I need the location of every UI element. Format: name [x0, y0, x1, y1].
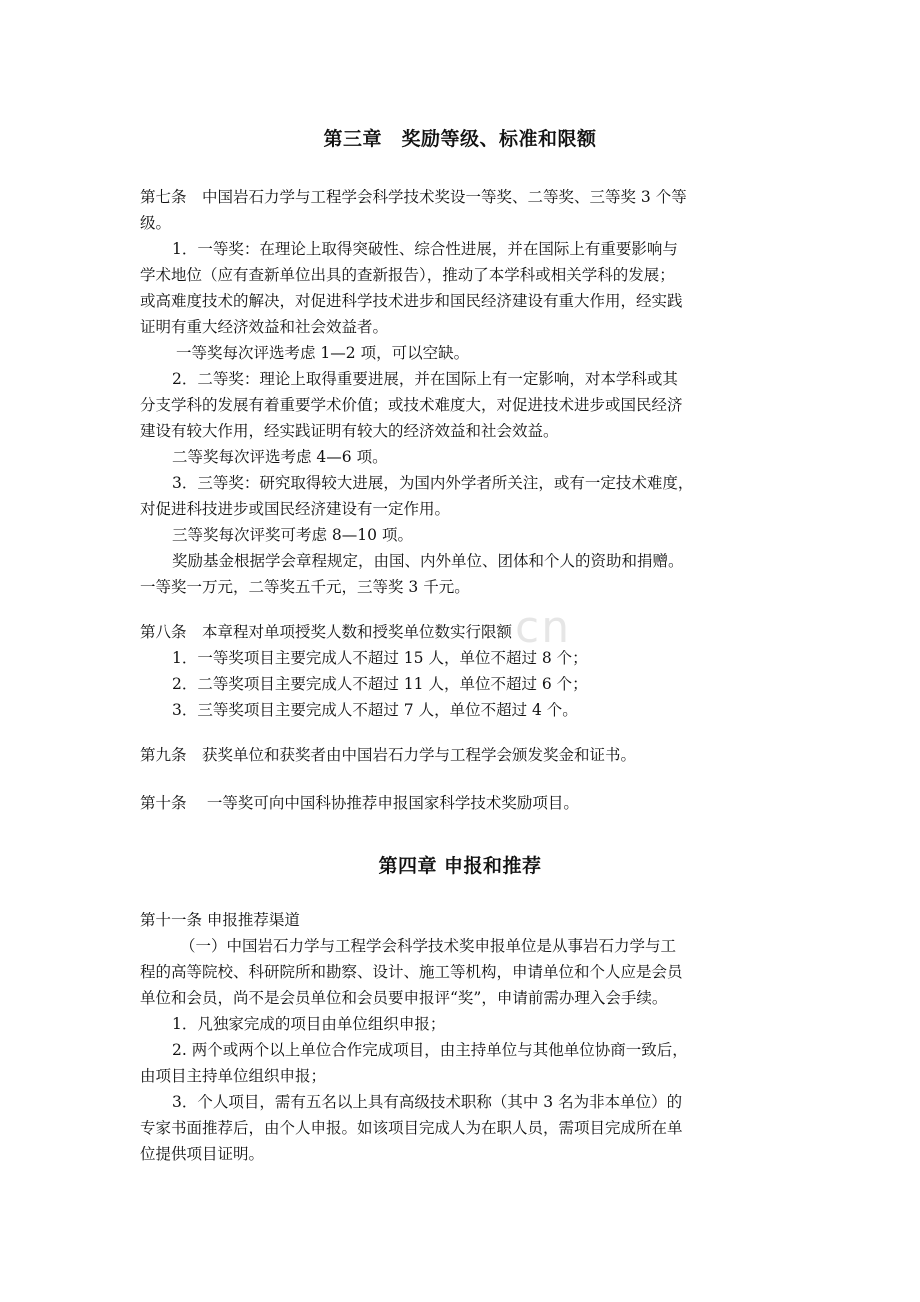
first-prize-line: 1．一等奖：在理论上取得突破性、综合性进展，并在国际上有重要影响与 [172, 240, 678, 258]
article-8-item: 2．二等奖项目主要完成人不超过 11 人，单位不超过 6 个； [172, 675, 588, 693]
chapter-3-title: 第三章 奖励等级、标准和限额 [323, 128, 597, 150]
article-8-item: 1．一等奖项目主要完成人不超过 15 人，单位不超过 8 个； [172, 649, 588, 667]
first-prize-line: 学术地位（应有查新单位出具的查新报告），推动了本学科或相关学科的发展； [140, 266, 675, 284]
article-7-line: 级。 [140, 214, 172, 232]
article-11-line: 程的高等院校、科研院所和勘察、设计、施工等机构，申请单位和个人应是会员 [140, 963, 683, 981]
article-11-item: 由项目主持单位组织申报； [140, 1067, 327, 1085]
article-11-item: 专家书面推荐后，由个人申报。如该项目完成人为在职人员，需项目完成所在单 [140, 1119, 683, 1137]
article-11-item: 1．凡独家完成的项目由单位组织申报； [172, 1015, 446, 1033]
first-prize-quota: 一等奖每次评选考虑 1—2 项，可以空缺。 [176, 344, 470, 362]
first-prize-line: 证明有重大经济效益和社会效益者。 [140, 318, 389, 336]
second-prize-line: 分支学科的发展有着重要学术价值；或技术难度大，对促进技术进步或国民经济 [140, 396, 683, 414]
second-prize-line: 2．二等奖：理论上取得重要进展，并在国际上有一定影响，对本学科或其 [172, 370, 678, 388]
third-prize-line: 对促进科技进步或国民经济建设有一定作用。 [140, 500, 451, 518]
article-11-line: 第十一条 申报推荐渠道 [140, 911, 300, 929]
third-prize-quota: 三等奖每次评奖可考虑 8—10 项。 [172, 526, 413, 544]
article-11-item: 3．个人项目，需有五名以上具有高级技术职称（其中 3 名为非本单位）的 [172, 1093, 683, 1111]
third-prize-line: 3．三等奖：研究取得较大进展，为国内外学者所关注，或有一定技术难度， [172, 474, 694, 492]
award-fund-line: 奖励基金根据学会章程规定，由国、内外单位、团体和个人的资助和捐赠。 [172, 552, 684, 570]
article-11-item: 2. 两个或两个以上单位合作完成项目，由主持单位与其他单位协商一致后， [172, 1041, 688, 1059]
first-prize-line: 或高难度技术的解决，对促进科学技术进步和国民经济建设有重大作用，经实践 [140, 292, 683, 310]
article-8-item: 3．三等奖项目主要完成人不超过 7 人，单位不超过 4 个。 [172, 701, 578, 719]
article-11-line: （一）中国岩石力学与工程学会科学技术奖申报单位是从事岩石力学与工 [180, 937, 677, 955]
award-fund-line: 一等奖一万元，二等奖五千元，三等奖 3 千元。 [140, 578, 470, 596]
article-11-item: 位提供项目证明。 [140, 1145, 265, 1163]
article-11-line: 单位和会员，尚不是会员单位和会员要申报评“奖”，申请前需办理入会手续。 [140, 989, 668, 1007]
article-10-line: 第十条 一等奖可向中国科协推荐申报国家科学技术奖励项目。 [140, 794, 579, 812]
watermark: cn [515, 602, 572, 653]
article-8-line: 第八条 本章程对单项授奖人数和授奖单位数实行限额 [140, 623, 513, 641]
chapter-4-title: 第四章 申报和推荐 [378, 855, 542, 877]
article-9-line: 第九条 获奖单位和获奖者由中国岩石力学与工程学会颁发奖金和证书。 [140, 746, 637, 764]
second-prize-quota: 二等奖每次评选考虑 4—6 项。 [172, 448, 388, 466]
second-prize-line: 建设有较大作用，经实践证明有较大的经济效益和社会效益。 [140, 422, 559, 440]
article-7-line: 第七条 中国岩石力学与工程学会科学技术奖设一等奖、二等奖、三等奖 3 个等 [140, 188, 687, 206]
